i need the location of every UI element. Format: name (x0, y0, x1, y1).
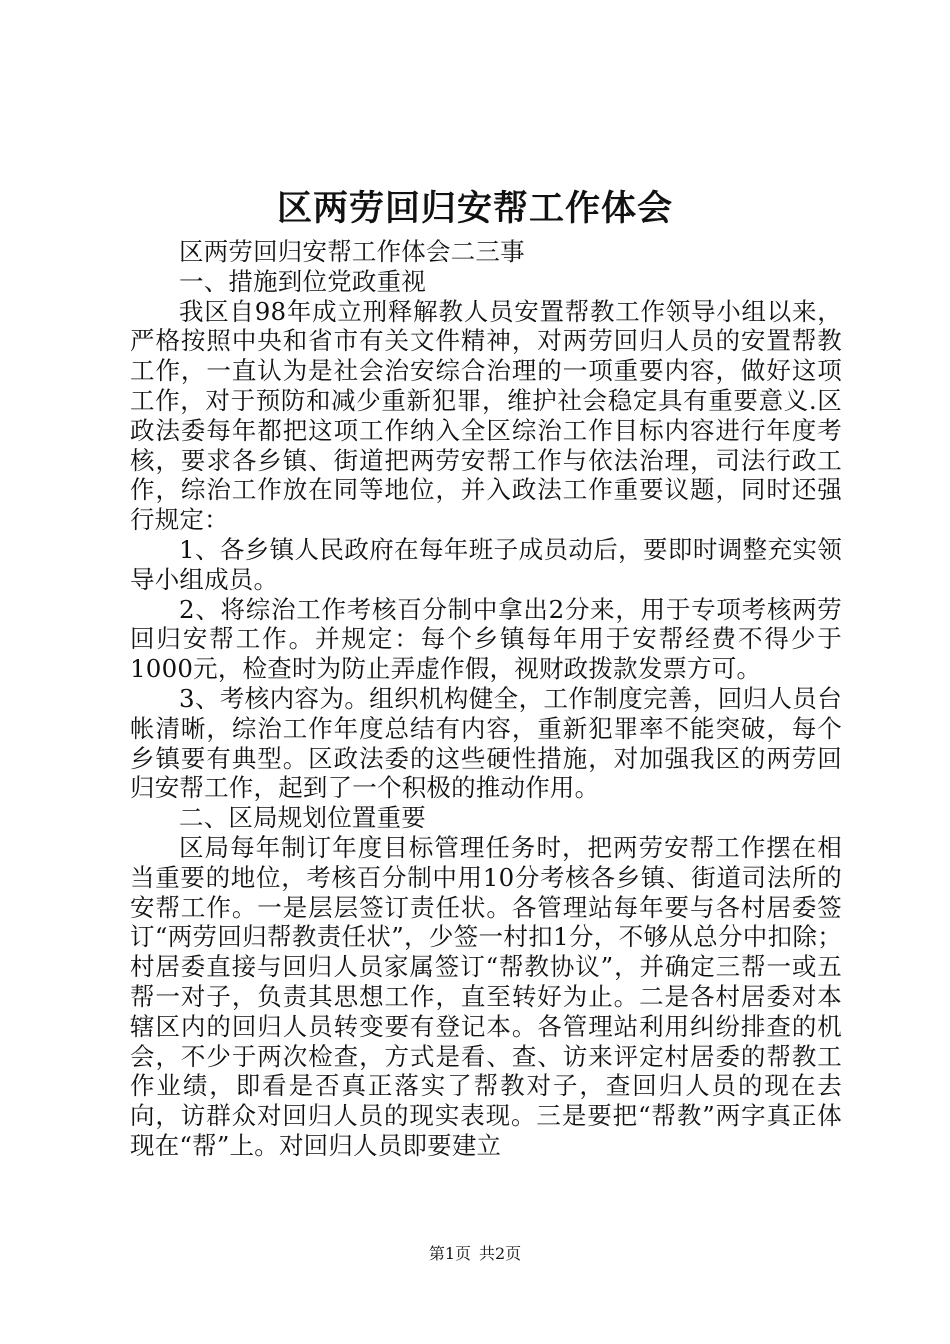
page-footer (0, 1243, 950, 1265)
list-item-1: 1、各乡镇人民政府在每年班子成员动后，要即时调整充实领导小组成员。 (130, 534, 842, 594)
page-number: 第1页 (428, 1244, 471, 1263)
list-item-2: 2、将综治工作考核百分制中拿出2分来，用于专项考核两劳回归安帮工作。并规定：每个乡镇每年用于安帮经费不得少于1000元，检查时为防止弄虚作假，视财政拨款发票方可。 (130, 594, 842, 684)
subtitle-paragraph: 区两劳回归安帮工作体会二三事 (179, 237, 525, 266)
body-paragraph: 我区自98年成立刑释解教人员安置帮教工作领导小组以来，严格按照中央和省市有关文件精神，对两劳回归人员的安置帮教工作，一直认为是社会治安综合治理的一项重要内容，做好这项工作，对于预防和减少重新犯罪，维护社会稳定具有重要意义.区政法委每年都把这项工作纳入全区综治工作目标内容进行年度考核，要求各乡镇、街道把两劳安帮工作与依法治理，司法行政工作，综治工作放在同等地位，并入政法工作重要议题，同时还强行规定： (130, 296, 842, 535)
body-paragraph: 区局每年制订年度目标管理任务时，把两劳安帮工作摆在相当重要的地位，考核百分制中用10分考核各乡镇、街道司法所的安帮工作。一是层层签订责任状。各管理站每年要与各村居委签订“两劳回归帮教责任状”，少签一村扣1分，不够从总分中扣除；村居委直接与回归人员家属签订“帮教协议”，并确定三帮一或五帮一对子，负责其思想工作，直至转好为止。二是各村居委对本辖区内的回归人员转变要有登记本。各管理站利用纠纷排查的机会，不少于两次检查，方式是看、查、访来评定村居委的帮教工作业绩，即看是否真正落实了帮教对子，查回归人员的现在去向，访群众对回归人员的现实表现。三是要把“帮教”两字真正体现在“帮”上。对回归人员即要建立 (130, 832, 842, 1160)
section-heading-2: 二、区局规划位置重要 (179, 803, 426, 833)
section-heading-1: 一、措施到位党政重视 (179, 266, 426, 296)
document-body (130, 237, 842, 1161)
document-title: 区两劳回归安帮工作体会 (276, 188, 673, 229)
page-total: 共2页 (479, 1244, 522, 1263)
list-item-3: 3、考核内容为。组织机构健全，工作制度完善，回归人员台帐清晰，综治工作年度总结有内容，重新犯罪率不能突破，每个乡镇要有典型。区政法委的这些硬性措施，对加强我区的两劳回归安帮工作，起到了一个积极的推动作用。 (130, 683, 842, 803)
